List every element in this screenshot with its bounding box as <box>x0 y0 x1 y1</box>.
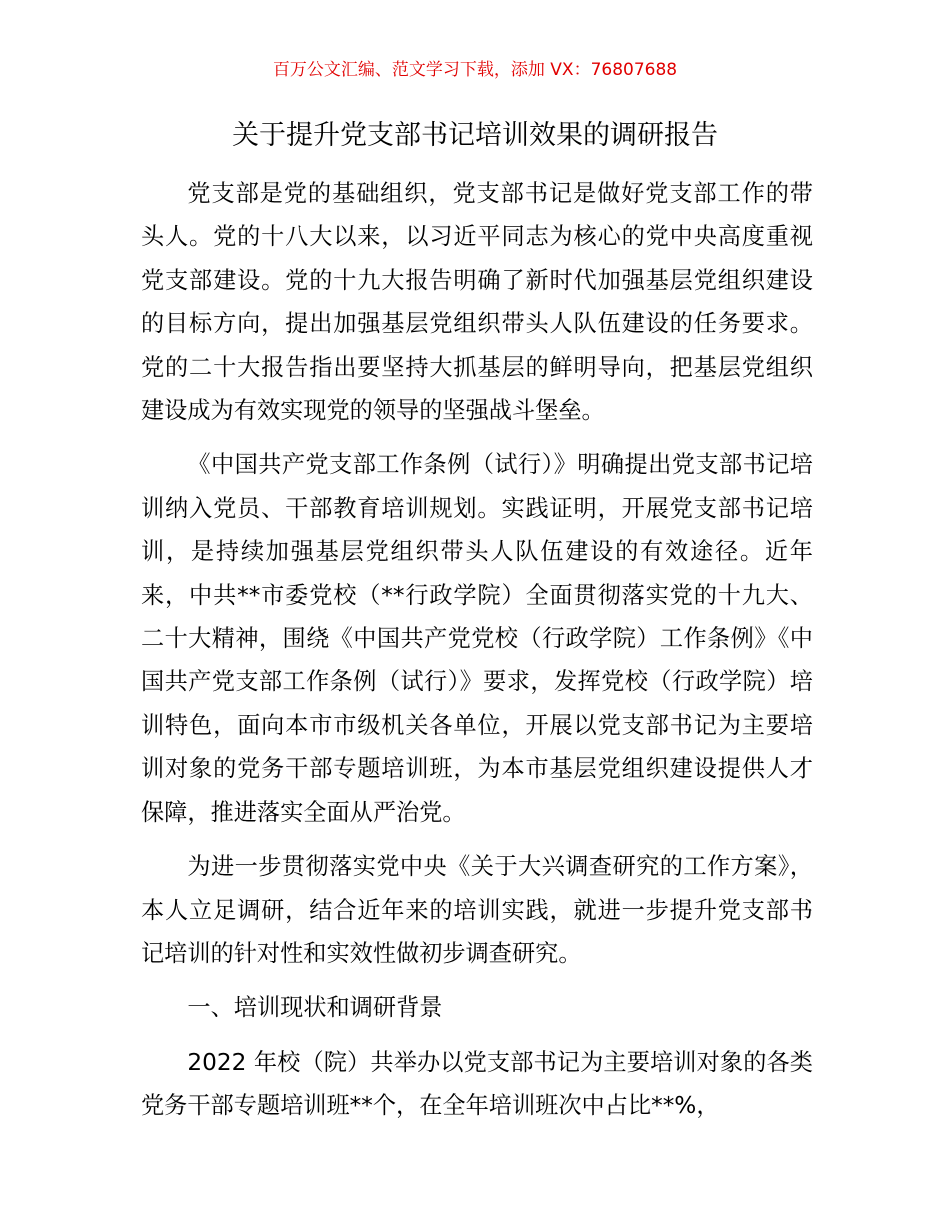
header-watermark-note: 百万公文汇编、范文学习下载，添加 VX：76807688 <box>272 60 678 80</box>
paragraph-regulations: 《中国共产党支部工作条例（试行）》明确提出党支部书记培训纳入党员、干部教育培训规划。实践证明，开展党支部书记培训，是持续加强基层党组织带头人队伍建设的有效途径。近年来，中共**市委党校（**行政学院）全面贯彻落实党的十九大、二十大精神，围绕《中国共产党党校（行政学院）工作条例》《中国共产党支部工作条例（试行）》要求，发挥党校（行政学院）培训特色，面向本市市级机关各单位，开展以党支部书记为主要培训对象的党务干部专题培训班，为本市基层党组织建设提供人才保障，推进落实全面从严治党。 <box>141 451 813 826</box>
document-title: 关于提升党支部书记培训效果的调研报告 <box>232 120 718 151</box>
paragraph-purpose: 为进一步贯彻落实党中央《关于大兴调查研究的工作方案》，本人立足调研，结合近年来的培训实践，就进一步提升党支部书记培训的针对性和实效性做初步调查研究。 <box>141 853 813 967</box>
paragraph-status: 2022 年校（院）共举办以党支部书记为主要培训对象的各类党务干部专题培训班**个，在全年培训班次中占比**%， <box>141 1048 813 1120</box>
section-heading-1: 一、培训现状和调研背景 <box>187 994 443 1022</box>
paragraph-intro: 党支部是党的基础组织，党支部书记是做好党支部工作的带头人。党的十八大以来，以习近平同志为核心的党中央高度重视党支部建设。党的十九大报告明确了新时代加强基层党组织建设的目标方向，提出加强基层党组织带头人队伍建设的任务要求。党的二十大报告指出要坚持大抓基层的鲜明导向，把基层党组织建设成为有效实现党的领导的坚强战斗堡垒。 <box>141 180 813 425</box>
document-body <box>141 172 813 1128</box>
